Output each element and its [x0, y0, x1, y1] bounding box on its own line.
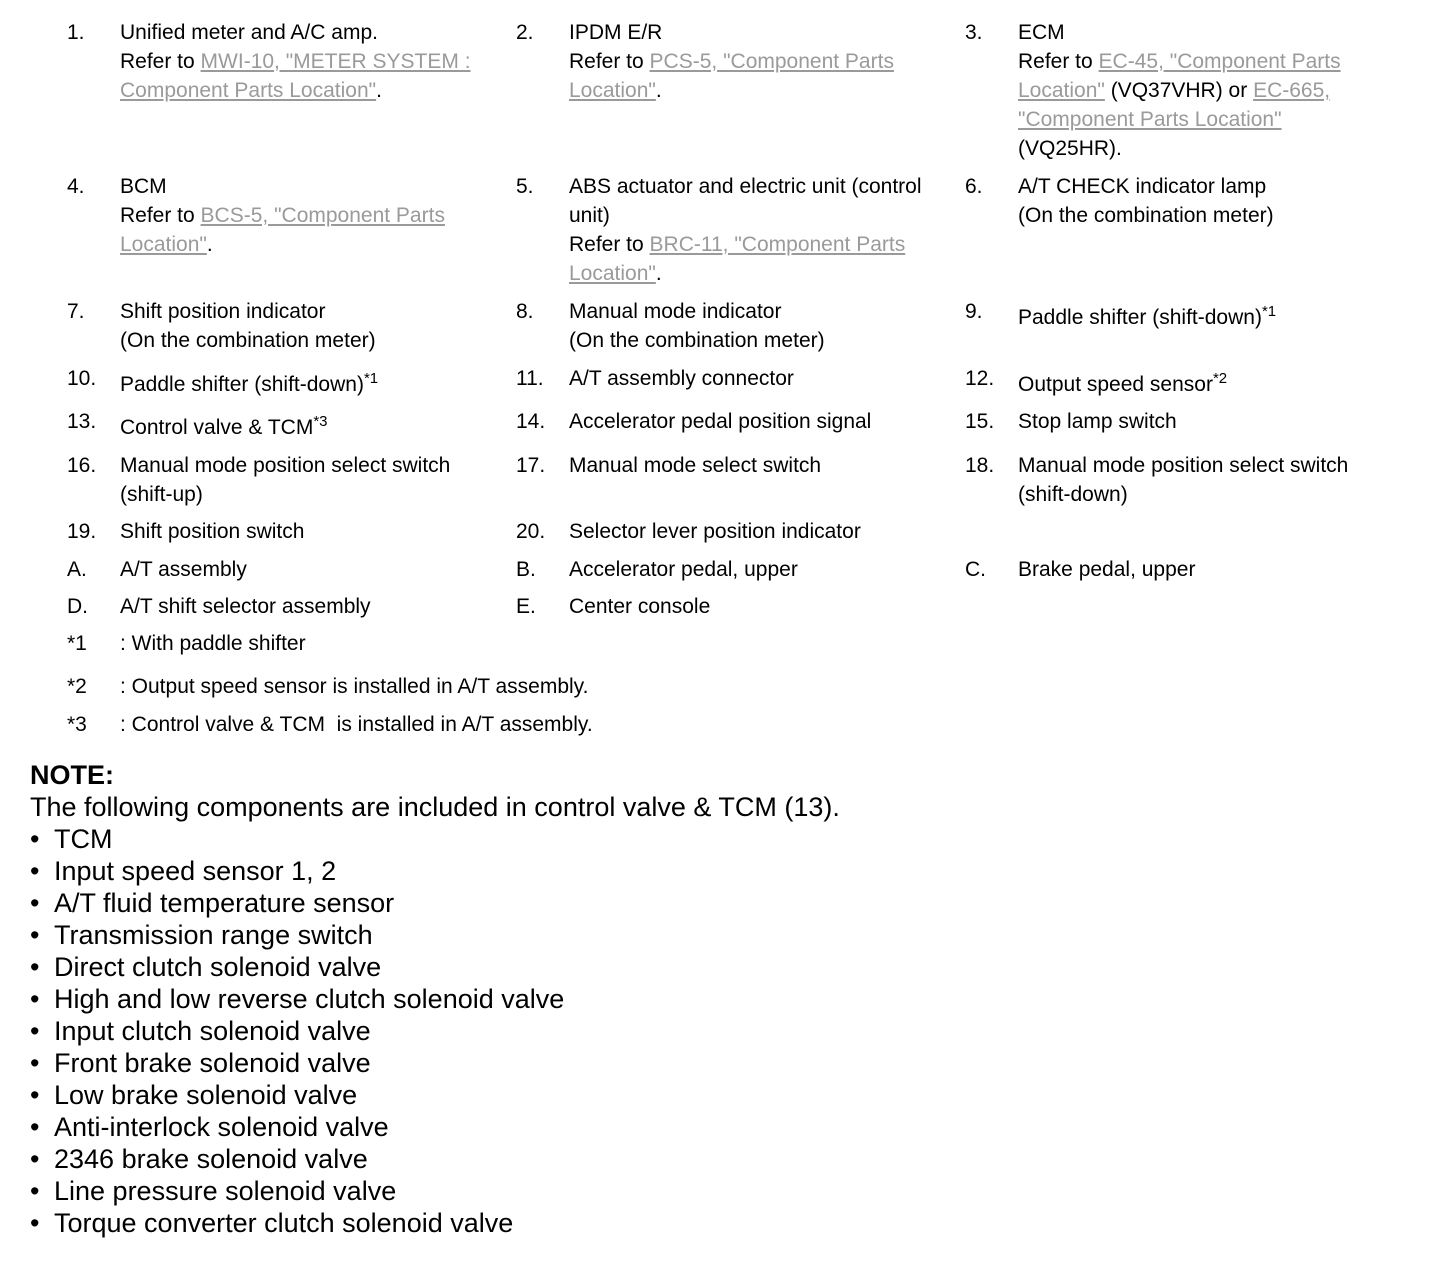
item-label: Manual mode select switch [569, 454, 822, 477]
item-number: 11. [516, 367, 544, 390]
item-label: Output speed sensor [1018, 373, 1213, 396]
list-item: • Direct clutch solenoid valve [30, 951, 840, 983]
item-label: Center console [569, 595, 711, 618]
legend-item-C [1018, 555, 1438, 584]
footnote-number: *1 [67, 632, 87, 655]
period: . [206, 233, 213, 256]
item-sublabel: (shift-up) [120, 483, 203, 506]
item-number: 7. [67, 300, 85, 323]
list-item: • Input speed sensor 1, 2 [30, 855, 840, 887]
list-item: • A/T fluid temperature sensor [30, 887, 840, 919]
legend-item-9 [1018, 303, 1438, 332]
item-number: 12. [965, 367, 995, 390]
list-item: • Input clutch solenoid valve [30, 1015, 840, 1047]
period: . [655, 79, 662, 102]
footnote-2: : Output speed sensor is installed in A/T assembly. [120, 675, 589, 698]
item-number: 6. [965, 175, 983, 198]
legend-item-3 [1018, 18, 1398, 163]
reference-link[interactable]: EC-665, "Component Parts Location" [1018, 79, 1331, 131]
note-bullet-list [30, 823, 840, 1239]
item-label: IPDM E/R [569, 21, 663, 44]
reference-link[interactable]: EC-45, "Component Parts Location" [1018, 50, 1341, 102]
item-label: ECM [1018, 21, 1065, 44]
legend-item-16 [120, 451, 510, 509]
item-number: 4. [67, 175, 85, 198]
period: . [655, 262, 662, 285]
legend-item-8 [569, 297, 954, 355]
footnote-3: : Control valve & TCM is installed in A/T assembly. [120, 713, 593, 736]
item-number: 9. [965, 300, 983, 323]
item-label: Selector lever position indicator [569, 520, 861, 543]
legend-item-5 [569, 172, 944, 288]
note-intro: The following components are included in control valve & TCM (13). [30, 792, 840, 822]
item-letter: C. [965, 558, 986, 581]
item-number: 14. [516, 410, 546, 433]
refer-to: Refer to [569, 233, 650, 256]
note-title: NOTE: [30, 760, 114, 790]
refer-to: Refer to [120, 204, 201, 227]
footnote-marker: *1 [363, 370, 379, 387]
legend-item-14 [569, 407, 954, 436]
reference-link[interactable]: MWI-10, "METER SYSTEM : Component Parts Location" [120, 50, 471, 102]
legend-item-12 [1018, 370, 1438, 399]
legend-item-E [569, 592, 954, 621]
item-sublabel: (shift-down) [1018, 483, 1128, 506]
item-sublabel: (On the combination meter) [120, 329, 376, 352]
legend-item-18 [1018, 451, 1438, 509]
item-number: 2. [516, 21, 534, 44]
item-sublabel: (On the combination meter) [1018, 204, 1274, 227]
item-label: A/T shift selector assembly [120, 595, 371, 618]
footnote-marker: *2 [1212, 370, 1228, 387]
item-label: Shift position switch [120, 520, 305, 543]
item-number: 19. [67, 520, 97, 543]
legend-item-6 [1018, 172, 1438, 230]
footnote-marker: *3 [313, 413, 328, 430]
refer-to: Refer to [1018, 50, 1099, 73]
footnote-number: *3 [67, 713, 87, 736]
item-number: 16. [67, 454, 97, 477]
item-letter: A. [67, 558, 87, 581]
item-label: Accelerator pedal position signal [569, 410, 872, 433]
item-label: Paddle shifter (shift-down) [120, 373, 364, 396]
list-item: • Line pressure solenoid valve [30, 1175, 840, 1207]
item-label: Manual mode indicator [569, 300, 782, 323]
item-label: A/T CHECK indicator lamp [1018, 175, 1267, 198]
list-item: • Transmission range switch [30, 919, 840, 951]
refer-to: Refer to [569, 50, 650, 73]
item-letter: B. [516, 558, 536, 581]
legend-item-13 [120, 413, 505, 442]
item-label: Unified meter and A/C amp. [120, 21, 378, 44]
item-number: 13. [67, 410, 97, 433]
legend-item-1 [120, 18, 505, 105]
legend-item-D [120, 592, 505, 621]
engine-variant-text: (VQ37VHR) or [1104, 79, 1254, 102]
item-number: 15. [965, 410, 995, 433]
legend-item-7 [120, 297, 505, 355]
item-label: Paddle shifter (shift-down) [1018, 306, 1262, 329]
list-item: • Low brake solenoid valve [30, 1079, 840, 1111]
footnote-marker: *1 [1261, 303, 1277, 320]
item-label: Manual mode position select switch [1018, 454, 1349, 477]
item-number: 18. [965, 454, 995, 477]
item-label: A/T assembly connector [569, 367, 794, 390]
legend-item-15 [1018, 407, 1438, 436]
item-number: 10. [67, 367, 97, 390]
footnote-number: *2 [67, 675, 87, 698]
item-letter: D. [67, 595, 88, 618]
item-label: Control valve & TCM [120, 416, 314, 439]
item-label: A/T assembly [120, 558, 247, 581]
reference-link[interactable]: BRC-11, "Component Parts Location" [569, 233, 906, 285]
note-section [30, 759, 840, 1239]
refer-to: Refer to [120, 50, 201, 73]
list-item: • 2346 brake solenoid valve [30, 1143, 840, 1175]
item-number: 1. [67, 21, 85, 44]
item-label: Accelerator pedal, upper [569, 558, 798, 581]
list-item: • TCM [30, 823, 840, 855]
period: . [376, 79, 382, 102]
footnote-1: : With paddle shifter [120, 632, 306, 655]
legend-item-4 [120, 172, 505, 259]
legend-item-A [120, 555, 505, 584]
item-sublabel: (On the combination meter) [569, 329, 825, 352]
item-number: 17. [516, 454, 546, 477]
item-number: 3. [965, 21, 983, 44]
reference-link[interactable]: PCS-5, "Component Parts Location" [569, 50, 894, 102]
legend-item-11 [569, 364, 954, 393]
reference-link[interactable]: BCS-5, "Component Parts Location" [120, 204, 445, 256]
item-label: Manual mode position select switch [120, 454, 451, 477]
item-label: Brake pedal, upper [1018, 558, 1196, 581]
list-item: • Anti-interlock solenoid valve [30, 1111, 840, 1143]
list-item: • Front brake solenoid valve [30, 1047, 840, 1079]
item-label: BCM [120, 175, 167, 198]
item-label: ABS actuator and electric unit (control unit) [569, 175, 922, 227]
list-item: • Torque converter clutch solenoid valve [30, 1207, 840, 1239]
item-number: 20. [516, 520, 546, 543]
legend-item-17 [569, 451, 954, 480]
legend-item-B [569, 555, 954, 584]
engine-variant-text: (VQ25HR). [1018, 137, 1122, 160]
legend-item-20 [569, 517, 954, 546]
item-number: 5. [516, 175, 534, 198]
legend-item-10 [120, 370, 505, 399]
item-label: Stop lamp switch [1018, 410, 1177, 433]
item-number: 8. [516, 300, 534, 323]
legend-item-2 [569, 18, 954, 105]
item-label: Shift position indicator [120, 300, 326, 323]
list-item: • High and low reverse clutch solenoid valve [30, 983, 840, 1015]
legend-item-19 [120, 517, 505, 546]
item-letter: E. [516, 595, 536, 618]
